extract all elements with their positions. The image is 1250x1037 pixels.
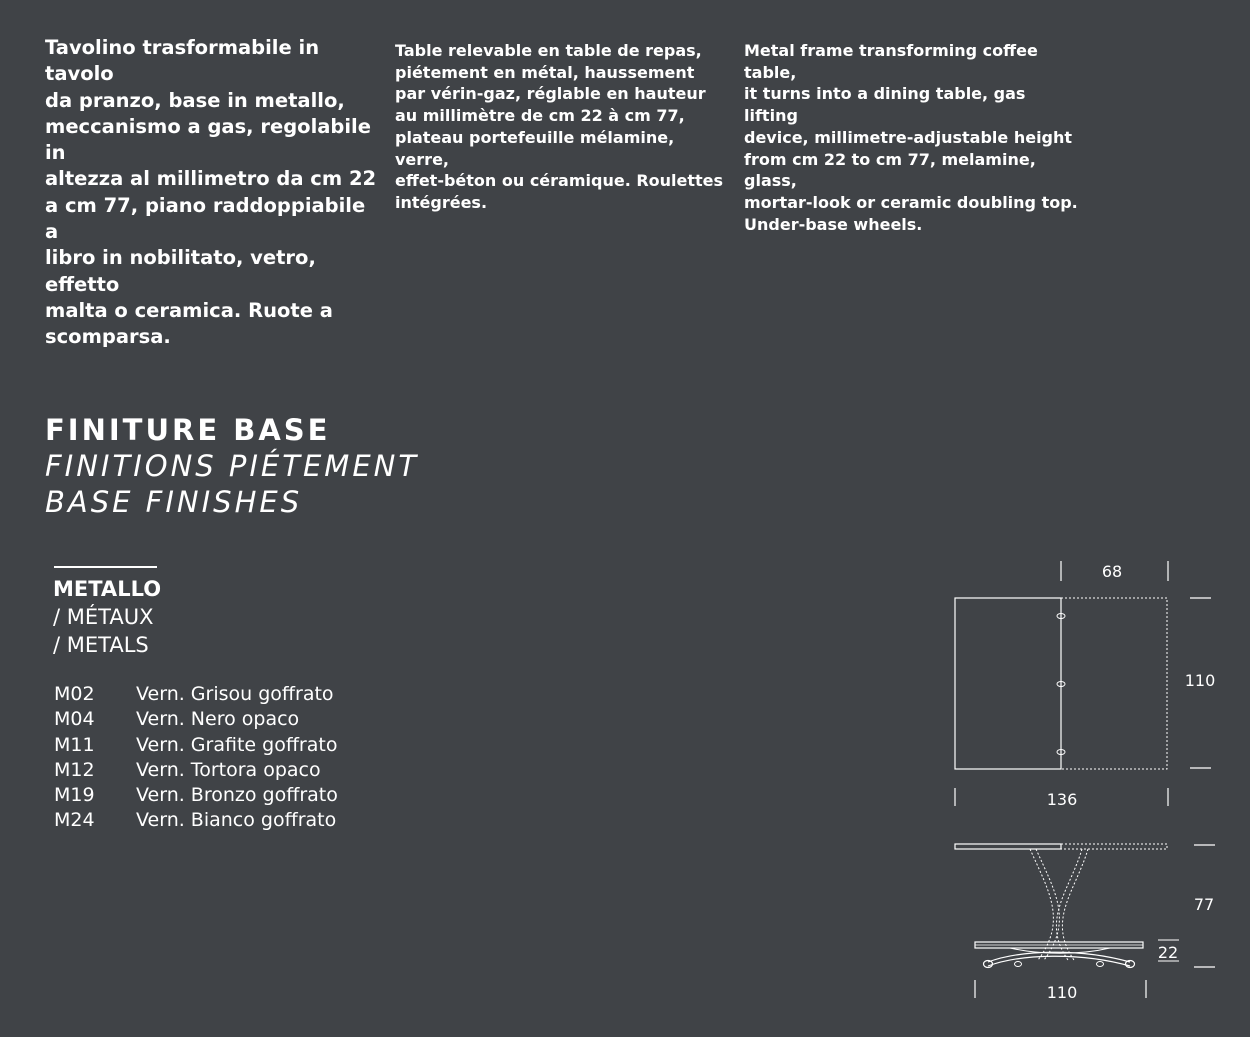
finish-name: Vern. Tortora opaco (136, 758, 321, 781)
category-title-english: / METALS (53, 633, 149, 657)
finish-item (54, 707, 338, 732)
description-english: Metal frame transforming coffee table, it turns into a dining table, gas lifting device, millimetre-adjustable height from cm 22 to cm 77, melamine, glass, mortar-look or ceramic doubling top. Under-base wheels. (744, 41, 1078, 234)
tabletop-folded-outline (955, 598, 1061, 769)
tabletop-extension-outline (1061, 598, 1167, 769)
raised-leg (1036, 849, 1059, 960)
finish-item (54, 733, 338, 758)
technical-drawing (930, 550, 1230, 1010)
description-italian: Tavolino trasformabile in tavolo da pranzo, base in metallo, meccanismo a gas, regolabile in altezza al millimetro da cm 22 a cm 77, piano raddoppiabile a libro in nobilitato, vetro, effetto malta o ceramica. Ruote a scomparsa. (45, 36, 377, 349)
finish-code: M02 (54, 683, 95, 705)
finish-code: M11 (54, 733, 95, 756)
finish-item (54, 783, 338, 808)
side-view (955, 844, 1215, 998)
wheel-mark (1015, 962, 1022, 967)
finish-code: M24 (54, 809, 95, 832)
description-french: Table relevable en table de repas, piétement en métal, haussement par vérin-gaz, réglable en hauteur au millimètre de cm 22 à cm 77, plateau portefeuille mélamine, verre, effet-béton ou céramique. Roulettes intégrées. (395, 41, 724, 212)
dimension-label-depth: 110 (1184, 671, 1216, 690)
side-tabletop-extension (1061, 844, 1167, 849)
section-heading-french: FINITIONS PIÉTEMENT (45, 449, 420, 483)
dimension-label-open-width: 136 (1046, 790, 1078, 809)
finish-name: Vern. Grisou goffrato (136, 683, 334, 705)
finish-item (54, 682, 338, 707)
section-heading-italian: FINITURE BASE (45, 413, 331, 447)
finish-name: Vern. Grafite goffrato (136, 733, 338, 756)
raised-leg (1056, 849, 1082, 960)
finish-code: M04 (54, 708, 95, 731)
raised-leg (1030, 849, 1053, 960)
dimension-label-base-width: 110 (1046, 983, 1078, 1002)
side-tabletop (955, 844, 1061, 849)
lowered-base-arc (988, 956, 1130, 966)
top-view (955, 561, 1211, 806)
category-divider (54, 566, 157, 568)
finish-item (54, 808, 338, 833)
section-heading-english: BASE FINISHES (45, 485, 303, 519)
finish-name: Vern. Bianco goffrato (136, 809, 337, 832)
raised-leg (1062, 849, 1088, 960)
finish-item (54, 758, 338, 783)
category-title-italian: METALLO (53, 577, 162, 601)
finish-list (54, 682, 338, 834)
finish-code: M12 (54, 758, 95, 781)
finish-code: M19 (54, 784, 95, 807)
dimension-label-min-height: 22 (1157, 943, 1179, 962)
dimension-label-max-height: 77 (1193, 895, 1215, 914)
finish-name: Vern. Bronzo goffrato (136, 784, 338, 807)
finish-name: Vern. Nero opaco (136, 708, 300, 731)
category-title-french: / MÉTAUX (53, 605, 154, 629)
wheel-mark (1097, 962, 1104, 967)
dimension-label-top-width: 68 (1101, 562, 1123, 581)
